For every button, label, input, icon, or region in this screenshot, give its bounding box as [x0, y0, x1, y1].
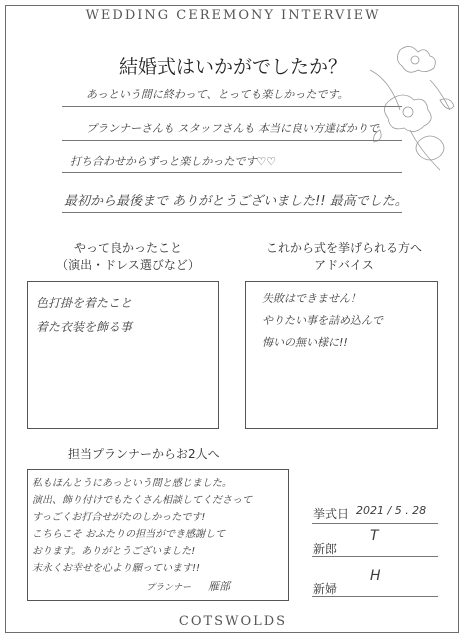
- planner-line-3: すっごくお打合せがたのしかったです!: [32, 512, 206, 523]
- answer-line-2: プランナーさんも スタッフさんも 本当に良い方達ばかりで: [86, 122, 379, 135]
- answer-line-4: 最初から最後まで ありがとうございました!! 最高でした。: [64, 194, 408, 209]
- left-box-line-1: 色打掛を着たこと: [36, 296, 133, 310]
- footer-title: COTSWOLDS: [0, 614, 466, 629]
- planner-line-1: 私もほんとうにあっという間と感じました。: [32, 478, 232, 489]
- planner-signature-name: 雁部: [208, 580, 230, 593]
- planner-line-4: こちらこそ おふたりの担当ができ感謝して: [32, 529, 226, 540]
- answer-rule-3: [62, 172, 402, 173]
- left-box-title-line-2: （演出・ドレス選びなど）: [56, 258, 200, 272]
- right-box-line-2: やりたい事を詰め込んで: [262, 314, 383, 327]
- date-line: [312, 523, 438, 524]
- planner-signature-label: プランナー: [146, 583, 192, 593]
- planner-line-5: おります。ありがとうございました!: [32, 546, 196, 557]
- bride-label: 新婦: [313, 582, 338, 596]
- groom-line: [312, 556, 438, 557]
- bride-value: H: [370, 568, 381, 584]
- left-box-title-line-1: やって良かったこと: [73, 241, 182, 255]
- ceremony-date-label: 挙式日: [313, 507, 350, 521]
- bride-line: [312, 596, 438, 597]
- question-title: 結婚式はいかがでしたか？: [118, 56, 347, 78]
- left-answer-box: [27, 281, 219, 429]
- answer-line-1: あっという間に終わって、とっても楽しかったです。: [86, 88, 349, 101]
- right-box-line-3: 悔いの無い様に!!: [262, 336, 348, 349]
- right-answer-box: [245, 281, 438, 429]
- answer-rule-2: [62, 140, 402, 141]
- answer-line-3: 打ち合わせからずっと楽しかったです♡♡: [70, 155, 277, 168]
- groom-label: 新郎: [313, 542, 338, 556]
- ceremony-date-value: 2021 / 5 . 28: [356, 504, 427, 517]
- answer-rule-4: [62, 212, 402, 213]
- right-box-title: [244, 240, 444, 274]
- planner-message-box: [27, 469, 289, 601]
- planner-section-title: 担当プランナーからお2人へ: [68, 447, 220, 461]
- planner-line-6: 末永くお幸せを心より願っています!!: [32, 563, 201, 574]
- header-title: WEDDING CEREMONY INTERVIEW: [0, 8, 466, 23]
- planner-line-2: 演出、飾り付けでもたくさん相談してくださって: [32, 495, 252, 506]
- right-box-title-line-2: アドバイス: [314, 258, 374, 272]
- right-box-title-line-1: これから式を挙げられる方へ: [265, 241, 422, 255]
- left-box-line-2: 着た衣装を飾る事: [36, 320, 133, 334]
- left-box-title: [28, 240, 228, 274]
- answer-rule-1: [62, 106, 402, 107]
- right-box-line-1: 失敗はできません！: [262, 292, 361, 305]
- groom-value: T: [370, 528, 379, 544]
